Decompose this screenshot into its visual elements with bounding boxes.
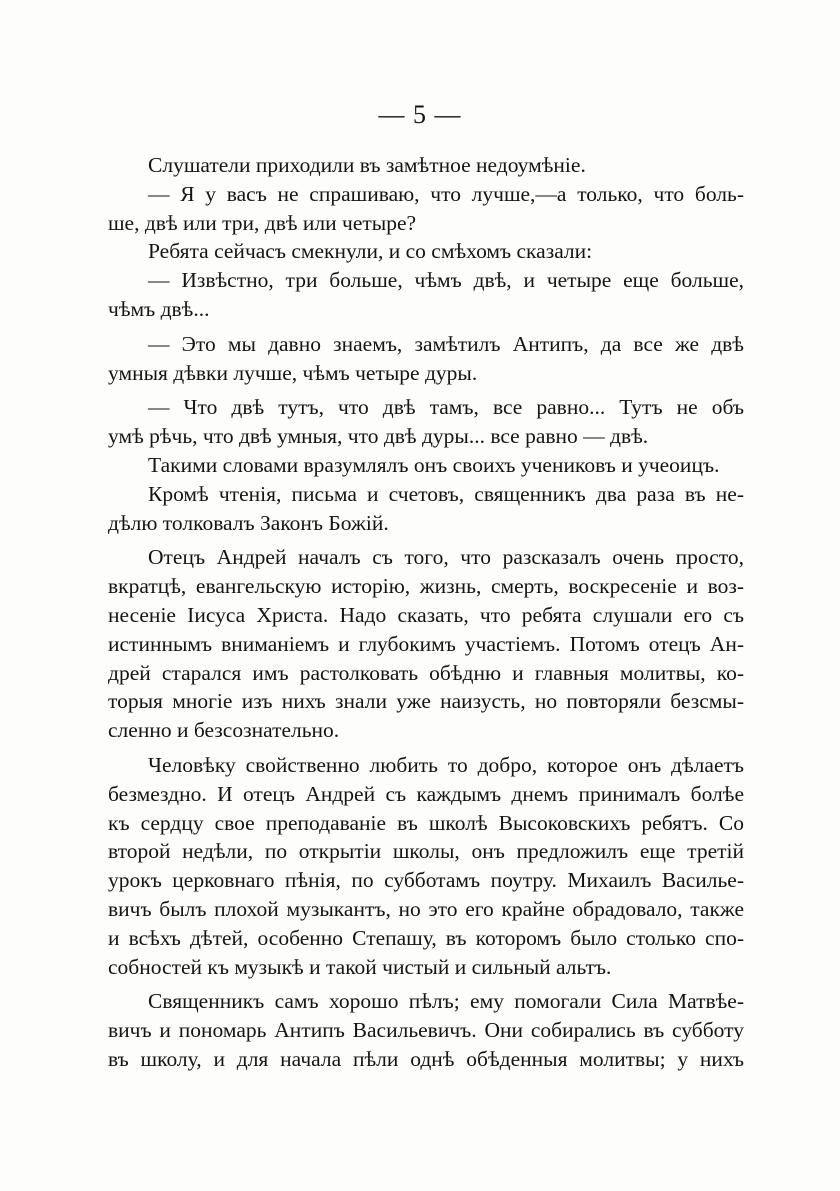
- text-line: дрей старался имъ растолковать обѣдню и главныя молитвы, ко-: [108, 660, 744, 685]
- text-line: дѣлю толковалъ Законъ Божій.: [108, 510, 389, 535]
- text-line: урокъ церковнаго пѣнія, по субботамъ поутру. Михаилъ Васильe-: [108, 868, 744, 893]
- text-line: — Извѣстно, три больше, чѣмъ двѣ, и четыре еще больше,: [148, 268, 744, 293]
- text-line: Священникъ самъ хорошо пѣлъ; ему помогали Сила Матвѣе-: [148, 989, 744, 1014]
- text-line: сленно и безсознательно.: [108, 718, 340, 743]
- text-line: безмездно. И отецъ Андрей съ каждымъ днемъ принималъ болѣе: [108, 781, 744, 806]
- text-line: — Это мы давно знаемъ, замѣтилъ Антипъ, да все же двѣ: [148, 331, 744, 356]
- text-line: Ребята сейчасъ смекнули, и со смѣхомъ сказали:: [148, 239, 593, 264]
- text-line: — Что двѣ тутъ, что двѣ тамъ, все равно... Тутъ не объ: [148, 395, 744, 420]
- text-line: умѣ рѣчь, что двѣ умныя, что двѣ дуры... все равно — двѣ.: [108, 424, 649, 449]
- text-line: и всѣхъ дѣтей, особенно Степашу, въ которомъ было столько спо-: [108, 925, 744, 950]
- text-line: истиннымъ вниманіемъ и глубокимъ участіемъ. Потомъ отецъ Ан-: [108, 631, 744, 656]
- text-line: Человѣку свойственно любить то добро, которое онъ дѣлаетъ: [148, 752, 744, 777]
- text-line: торыя многіе изъ нихъ знали уже наизусть, но повторяли безсмы-: [108, 689, 744, 714]
- text-line: къ сердцу свое преподаваніе въ школѣ Высоковскихъ ребятъ. Со: [108, 810, 744, 835]
- text-line: несеніе Іисуса Христа. Надо сказать, что ребята слушали его съ: [108, 602, 744, 627]
- text-line: Отецъ Андрей началъ съ того, что разсказалъ очень просто,: [148, 545, 744, 570]
- text-line: вичъ и пономарь Антипъ Васильевичъ. Они собирались въ субботу: [108, 1018, 744, 1043]
- text-line: второй недѣли, по открытіи школы, онъ предложилъ еще третій: [108, 839, 744, 864]
- text-line: собностей къ музыкѣ и такой чистый и сильный альтъ.: [108, 954, 612, 979]
- text-line: въ школу, и для начала пѣли однѣ обѣденныя молитвы; у нихъ: [108, 1046, 744, 1071]
- text-line: умныя дѣвки лучше, чѣмъ четыре дуры.: [108, 360, 478, 385]
- text-line: вкратцѣ, евангельскую исторію, жизнь, смерть, воскресеніе и воз-: [108, 574, 744, 599]
- text-line: Такими словами вразумлялъ онъ своихъ учениковъ и учеоицъ.: [148, 452, 720, 477]
- text-line: чѣмъ двѣ...: [108, 296, 210, 321]
- text-line: ше, двѣ или три, двѣ или четыре?: [108, 210, 417, 235]
- text-line: Кромѣ чтенія, письма и счетовъ, священникъ два раза въ не-: [148, 481, 744, 506]
- text-line: Слушатели приходили въ замѣтное недоумѣніе.: [148, 153, 586, 177]
- text-line: вичъ былъ плохой музыкантъ, но это его крайне обрадовало, также: [108, 896, 744, 921]
- page-number: — 5 —: [378, 100, 462, 129]
- page-text: [108, 151, 744, 1074]
- text-line: — Я у васъ не спрашиваю, что лучше,—а только, что боль-: [148, 181, 744, 206]
